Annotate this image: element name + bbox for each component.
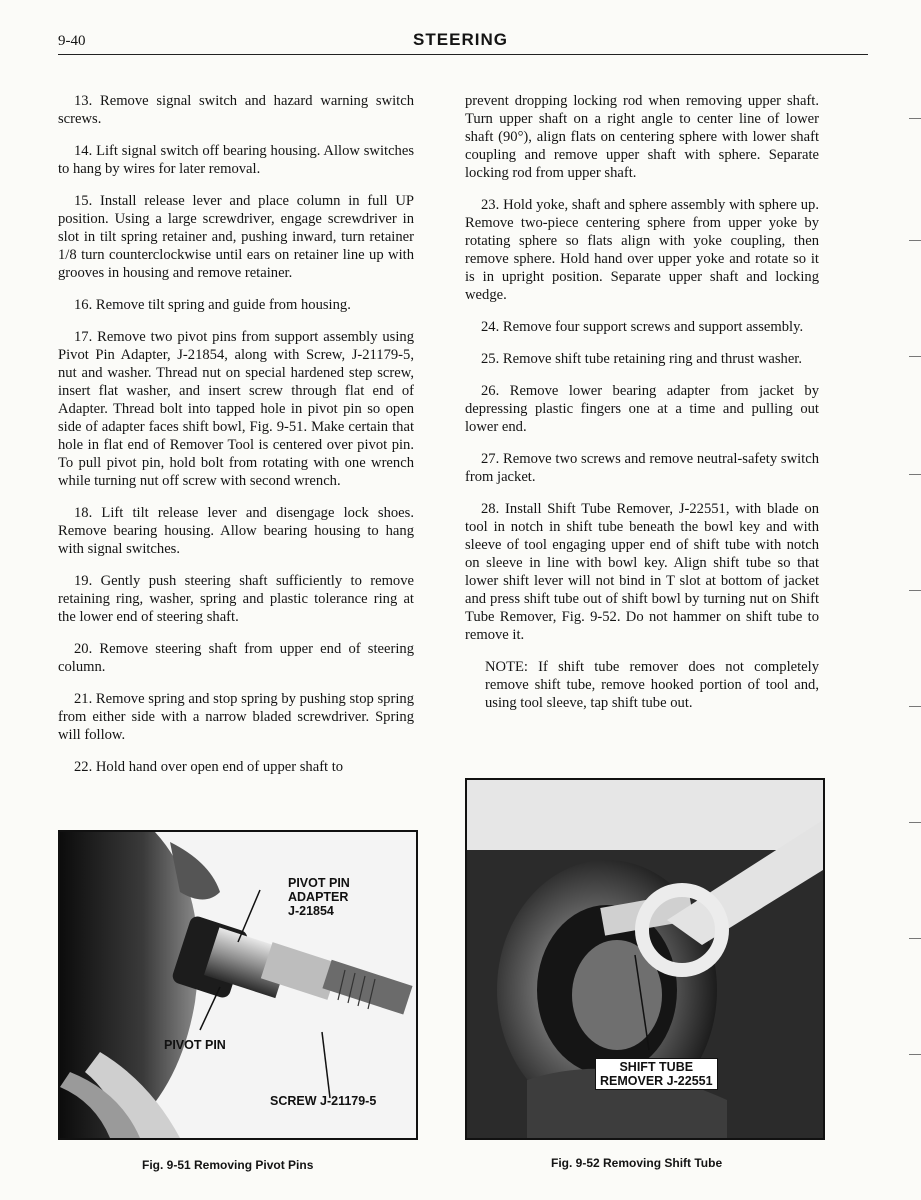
figure-9-51-caption: Fig. 9-51 Removing Pivot Pins <box>142 1158 314 1172</box>
callout-line-1: SHIFT TUBE <box>619 1060 694 1074</box>
callout-line-1: PIVOT PIN <box>288 876 350 890</box>
callout-line-3: J-21854 <box>288 904 334 918</box>
step-14: 14. Lift signal switch off bearing housing. Allow switches to hang by wires for later removal. <box>58 143 414 177</box>
step-21: 21. Remove spring and stop spring by pushing stop spring from either side with a narrow bladed screwdriver. Spring will follow. <box>58 691 414 743</box>
page-edge-marks <box>907 0 921 1200</box>
step-22-continued: prevent dropping locking rod when removing upper shaft. Turn upper shaft on a right angle to center line of lower shaft (90°), align flats on centering sphere with lower shaft coupling and remove upper shaft with sphere. Separate locking rod from upper shaft. <box>465 93 819 181</box>
step-19: 19. Gently push steering shaft sufficiently to remove retaining ring, washer, spring and plastic tolerance ring at the lower end of steering shaft. <box>58 573 414 625</box>
callout-line-2: ADAPTER <box>288 890 349 904</box>
page-number: 9-40 <box>58 33 86 49</box>
header-rule <box>58 54 868 55</box>
step-18: 18. Lift tilt release lever and disengage lock shoes. Remove bearing housing. Allow bearing housing to hang with signal switches. <box>58 505 414 557</box>
step-23: 23. Hold yoke, shaft and sphere assembly with sphere up. Remove two-piece centering sphere from upper yoke by rotating sphere so flats align with yoke coupling, then remove sphere. Hold hand over upper yoke and rotate so it is in upright position. Separate upper shaft and locking wedge. <box>465 197 819 303</box>
step-26: 26. Remove lower bearing adapter from jacket by depressing plastic fingers one at a time and pulling out lower end. <box>465 383 819 435</box>
step-22: 22. Hold hand over open end of upper shaft to <box>74 759 344 775</box>
figure-9-52-caption: Fig. 9-52 Removing Shift Tube <box>551 1156 723 1170</box>
running-head-title: STEERING <box>413 30 508 49</box>
step-28: 28. Install Shift Tube Remover, J-22551, with blade on tool in notch in shift tube beneath the bowl key and with sleeve of tool engaging upper end of shift tube with notch on sleeve in line with bowl key. Align shift tube so that lower shift lever will not bind in T slot at bottom of jacket and press shift tube out of shift bowl by turning nut on Shift Tube Remover, Fig. 9-52. Do not hammer on shift tube to remove it. <box>465 501 819 643</box>
figure-9-51-photo <box>58 830 418 1140</box>
note: NOTE: If shift tube remover does not completely remove shift tube, remove hooked portion of tool and, using tool sleeve, tap shift tube out. <box>485 659 819 711</box>
callout-shift-tube-remover <box>595 1058 718 1090</box>
step-20: 20. Remove steering shaft from upper end of steering column. <box>58 641 414 675</box>
right-column <box>465 92 819 726</box>
pivot-pin-photo-illustration <box>60 832 416 1138</box>
step-13: 13. Remove signal switch and hazard warning switch screws. <box>58 93 414 127</box>
step-25: 25. Remove shift tube retaining ring and thrust washer. <box>481 351 802 367</box>
step-17: 17. Remove two pivot pins from support assembly using Pivot Pin Adapter, J-21854, along with Screw, J-21179-5, nut and washer. Thread nut on special hardened step screw, insert flat washer, and insert screw through flat end of Adapter. Thread bolt into tapped hole in pivot pin so open side of adapter faces shift bowl, Fig. 9-51. Make certain that hole in flat end of Remover Tool is centered over pivot pin. To pull pivot pin, hold bolt from rotating with one wrench while turning nut off screw with second wrench. <box>58 329 414 489</box>
step-16: 16. Remove tilt spring and guide from housing. <box>74 297 351 313</box>
callout-line-2: REMOVER J-22551 <box>600 1074 713 1088</box>
step-15: 15. Install release lever and place column in full UP position. Using a large screwdriver, engage screwdriver in slot in tilt spring retainer and, pushing inward, turn retainer 1/8 turn counterclockwise until ears on retainer line up with grooves in housing and remove retainer. <box>58 193 414 281</box>
callout-pivot-pin-adapter <box>288 876 350 918</box>
left-column <box>58 92 414 790</box>
step-24: 24. Remove four support screws and support assembly. <box>481 319 804 335</box>
callout-screw: SCREW J-21179-5 <box>270 1094 377 1108</box>
figure-9-52-photo <box>465 778 825 1140</box>
step-27: 27. Remove two screws and remove neutral-safety switch from jacket. <box>465 451 819 485</box>
callout-pivot-pin: PIVOT PIN <box>164 1038 226 1052</box>
